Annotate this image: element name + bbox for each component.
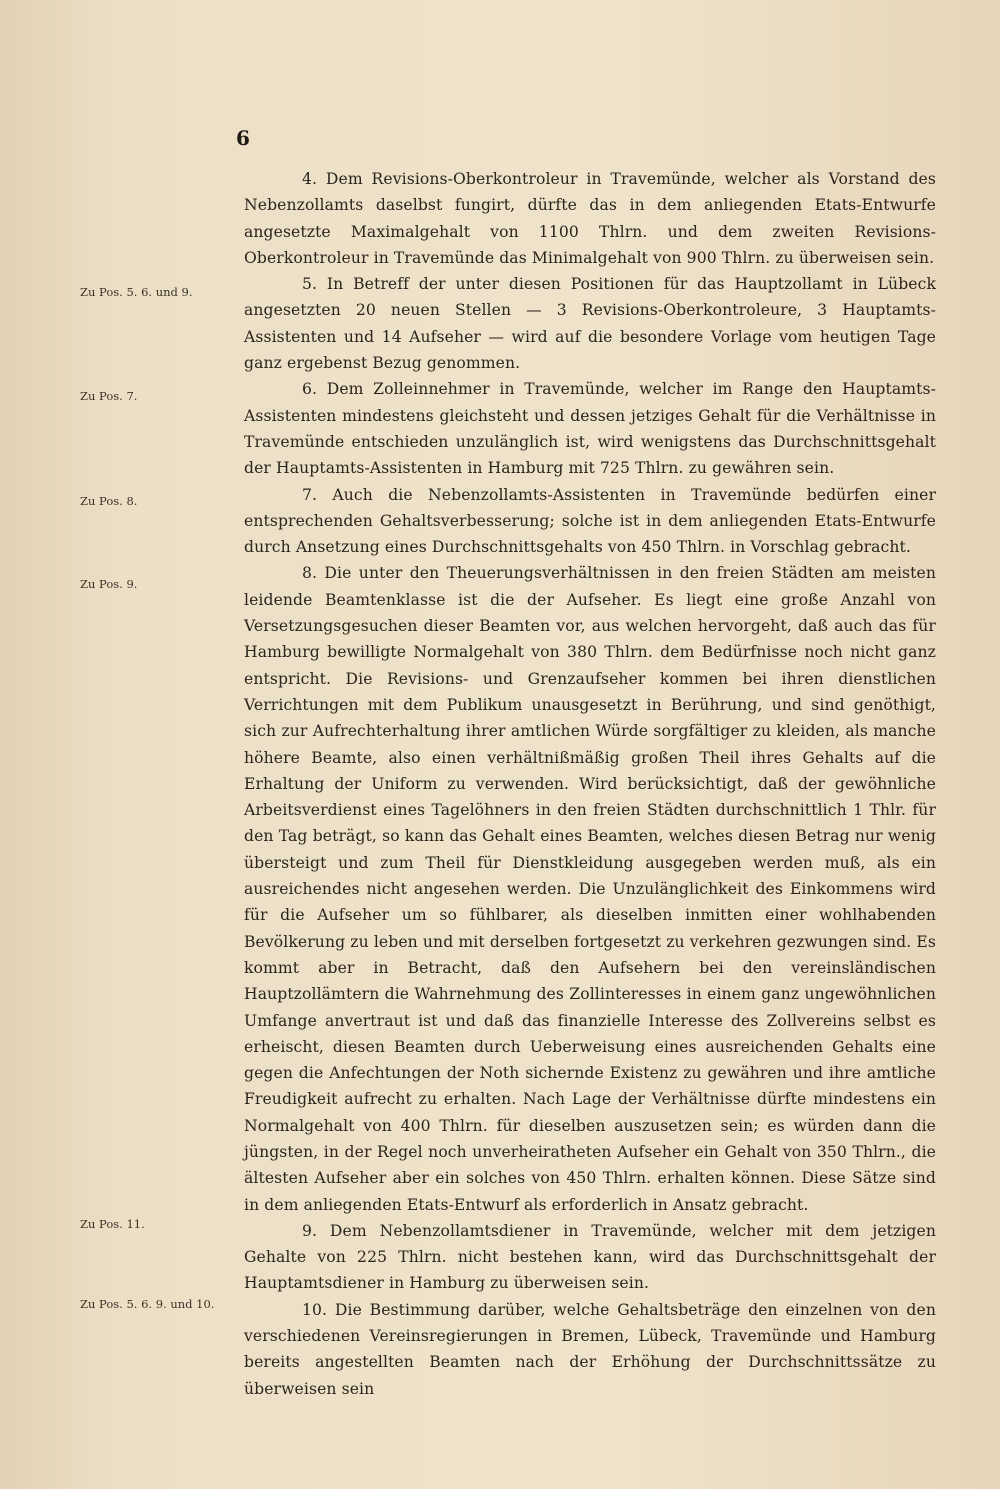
margin-note: Zu Pos. 9. [80,577,138,591]
margin-note: Zu Pos. 11. [80,1217,145,1231]
paragraph-4: 4. Dem Revisions-Oberkontroleur in Travemünde, welcher als Vorstand des Nebenzollamts daselbst fungirt, dürfte das in dem anliegenden Etats-Entwurfe angesetzte Maximalgehalt von 1100 Thlrn. und dem zweiten Revisions-Oberkontroleur in Travemünde das Minimalgehalt von 900 Thlrn. zu überweisen sein. [244,170,936,267]
paragraph-5: 5. In Betreff der unter diesen Positionen für das Hauptzollamt in Lübeck angesetzten 20 neuen Stellen — 3 Revisions-Oberkontroleure, 3 Hauptamts-Assistenten und 14 Aufseher — wird auf die besondere Vorlage vom heutigen Tage ganz ergebenst Bezug genommen. [244,275,936,373]
margin-note: Zu Pos. 7. [80,389,138,403]
margin-note: Zu Pos. 5. 6. 9. und 10. [80,1297,215,1311]
margin-note: Zu Pos. 8. [80,494,138,508]
body-text [244,166,936,1402]
paragraph-7: 7. Auch die Nebenzollamts-Assistenten in Travemünde bedürfen einer entsprechenden Gehaltsverbesserung; solche ist in dem anliegenden Etats-Entwurfe durch Ansetzung eines Durchschnittsgehalts von 450 Thlrn. in Vorschlag gebracht. [244,485,936,557]
paragraph-9: 9. Dem Nebenzollamtsdiener in Travemünde, welcher mit dem jetzigen Gehalte von 225 Thlrn. nicht bestehen kann, wird das Durchschnittsgehalt der Hauptamtsdiener in Hamburg zu überweisen sein. [244,1221,936,1293]
paragraph-10: 10. Die Bestimmung darüber, welche Gehaltsbeträge den einzelnen von den verschiedenen Vereinsregierungen in Bremen, Lübeck, Travemünde und Hamburg bereits angestellten Beamten nach der Erhöhung der Durchschnittssätze zu überweisen sein [244,1300,936,1398]
paragraph-6: 6. Dem Zolleinnehmer in Travemünde, welcher im Range den Hauptamts-Assistenten mindestens gleichsteht und dessen jetziges Gehalt für die Verhältnisse in Travemünde entschieden unzulänglich ist, wird wenigstens das Durchschnittsgehalt der Hauptamts-Assistenten in Hamburg mit 725 Thlrn. zu gewähren sein. [244,380,936,478]
page-number: 6 [236,126,250,150]
margin-note: Zu Pos. 5. 6. und 9. [80,285,193,299]
paragraph-8: 8. Die unter den Theuerungsverhältnissen in den freien Städten am meisten leidende Beamtenklasse ist die der Aufseher. Es liegt eine große Anzahl von Versetzungsgesuchen dieser Beamten vor, aus welchen hervorgeht, daß auch das für Hamburg bewilligte Normalgehalt von 380 Thlrn. dem Bedürfnisse noch nicht ganz entspricht. Die Revisions- und Grenzaufseher kommen bei ihren dienstlichen Verrichtungen mit dem Publikum unausgesetzt in Berührung, und sind genöthigt, sich zur Aufrechterhaltung ihrer amtlichen Würde sorgfältiger zu kleiden, als manche höhere Beamte, also einen verhältnißmäßig großen Theil ihres Gehalts auf die Erhaltung der Uniform zu verwenden. Wird berücksichtigt, daß der gewöhnliche Arbeitsverdienst eines Tagelöhners in den freien Städten durchschnittlich 1 Thlr. für den Tag beträgt, so kann das Gehalt eines Beamten, welches diesen Betrag nur wenig übersteigt und zum Theil für Dienstkleidung ausgegeben werden muß, als ein ausreichendes nicht angesehen werden. Die Unzulänglichkeit des Einkommens wird für die Aufseher um so fühlbarer, als dieselben inmitten einer wohlhabenden Bevölkerung zu leben und mit derselben fortgesetzt zu verkehren gezwungen sind. Es kommt aber in Betracht, daß den Aufsehern bei den vereinsländischen Hauptzollämtern die Wahrnehmung des Zollinteresses in einem ganz ungewöhnlichen Umfange anvertraut ist und daß das finanzielle Interesse des Zollvereins selbst es erheischt, diesen Beamten durch Ueberweisung eines ausreichenden Gehalts eine gegen die Anfechtungen der Noth sichernde Existenz zu gewähren und ihre amtliche Freudigkeit aufrecht zu erhalten. Nach Lage der Verhältnisse dürfte mindestens ein Normalgehalt von 400 Thlrn. für dieselben auszusetzen sein; es würden dann die jüngsten, in der Regel noch unverheiratheten Aufseher ein Gehalt von 350 Thlrn., die ältesten Aufseher aber ein solches von 450 Thlrn. erhalten können. Diese Sätze sind in dem anliegenden Etats-Entwurf als erforderlich in Ansatz gebracht. [244,564,936,1214]
